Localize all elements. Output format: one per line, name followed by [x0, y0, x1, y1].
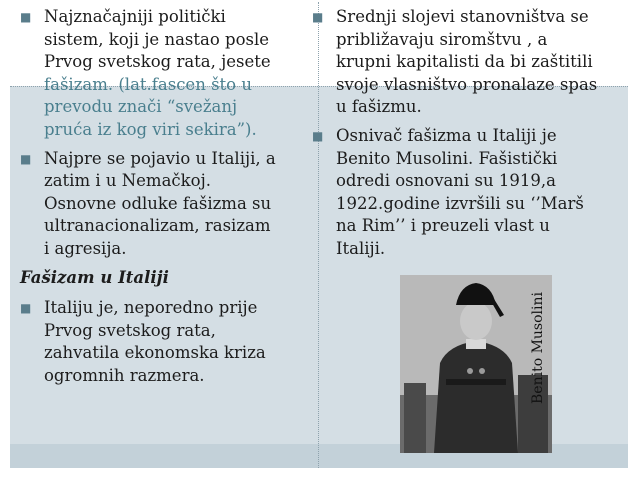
text-line: Prvog svetskog rata, jesete	[44, 52, 271, 72]
text-line: odredi osnovani su 1919,a	[336, 171, 556, 191]
text-line: Najpre se pojavio u Italiji, a	[44, 148, 276, 168]
medal	[479, 368, 485, 374]
photo-caption: Benito Musolini	[530, 292, 546, 404]
right-column	[312, 6, 624, 267]
text-line: Italiju je, neporedno prije	[44, 298, 258, 318]
section-heading: Fašizam u Italiji	[20, 267, 169, 287]
text-line: prevodu znači “svežanj	[44, 97, 238, 117]
text-line: ogromnih razmera.	[44, 365, 205, 385]
list-item	[20, 6, 312, 142]
text-line: Osnovne odluke fašizma su	[44, 193, 272, 213]
list-item	[312, 6, 624, 119]
text-line: približavaju siromštvu , a	[336, 29, 548, 49]
list-item	[20, 297, 312, 387]
text-line: sistem, koji je nastao posle	[44, 29, 270, 49]
medal	[467, 368, 473, 374]
bullet-icon: ■	[20, 151, 32, 166]
text-line: ultranacionalizam, rasizam	[44, 216, 271, 236]
text-line: Srednji slojevi stanovništva se	[336, 7, 589, 26]
text-line: Osnivač fašizma u Italiji je	[336, 125, 557, 145]
text-line: 1922.godine izvršili su ‘’Marš	[336, 193, 584, 213]
text-line: i agresija.	[44, 238, 127, 258]
uniform-body	[434, 341, 518, 453]
belt	[446, 379, 506, 385]
background-figure	[404, 383, 426, 453]
list-item	[312, 125, 624, 261]
left-column	[20, 6, 312, 394]
text-line: zatim i u Nemačkoj.	[44, 171, 211, 191]
text-line: svoje vlasništvo pronalaze spas	[336, 74, 598, 94]
text-line: zahvatila ekonomska kriza	[44, 343, 266, 363]
text-line: fašizam. (lat.fascen što u	[44, 74, 252, 94]
collar	[466, 339, 486, 349]
text-line: Italiji.	[336, 238, 386, 258]
text-line: na Rim’’ i preuzeli vlast u	[336, 216, 550, 236]
text-line: Prvog svetskog rata,	[44, 320, 216, 340]
list-item	[20, 148, 312, 261]
face	[460, 302, 492, 340]
bullet-icon: ■	[20, 10, 32, 24]
text-line: krupni kapitalisti da bi zaštitili	[336, 52, 593, 72]
bullet-icon: ■	[312, 128, 324, 143]
text-line: u fašizmu.	[336, 97, 422, 117]
bullet-icon: ■	[312, 10, 324, 24]
text-line: pruća iz kog viri sekira”).	[44, 119, 257, 139]
bullet-icon: ■	[20, 301, 32, 316]
text-line: Benito Musolini. Fašistički	[336, 148, 558, 168]
text-line: Najznačajniji politički	[44, 7, 226, 26]
